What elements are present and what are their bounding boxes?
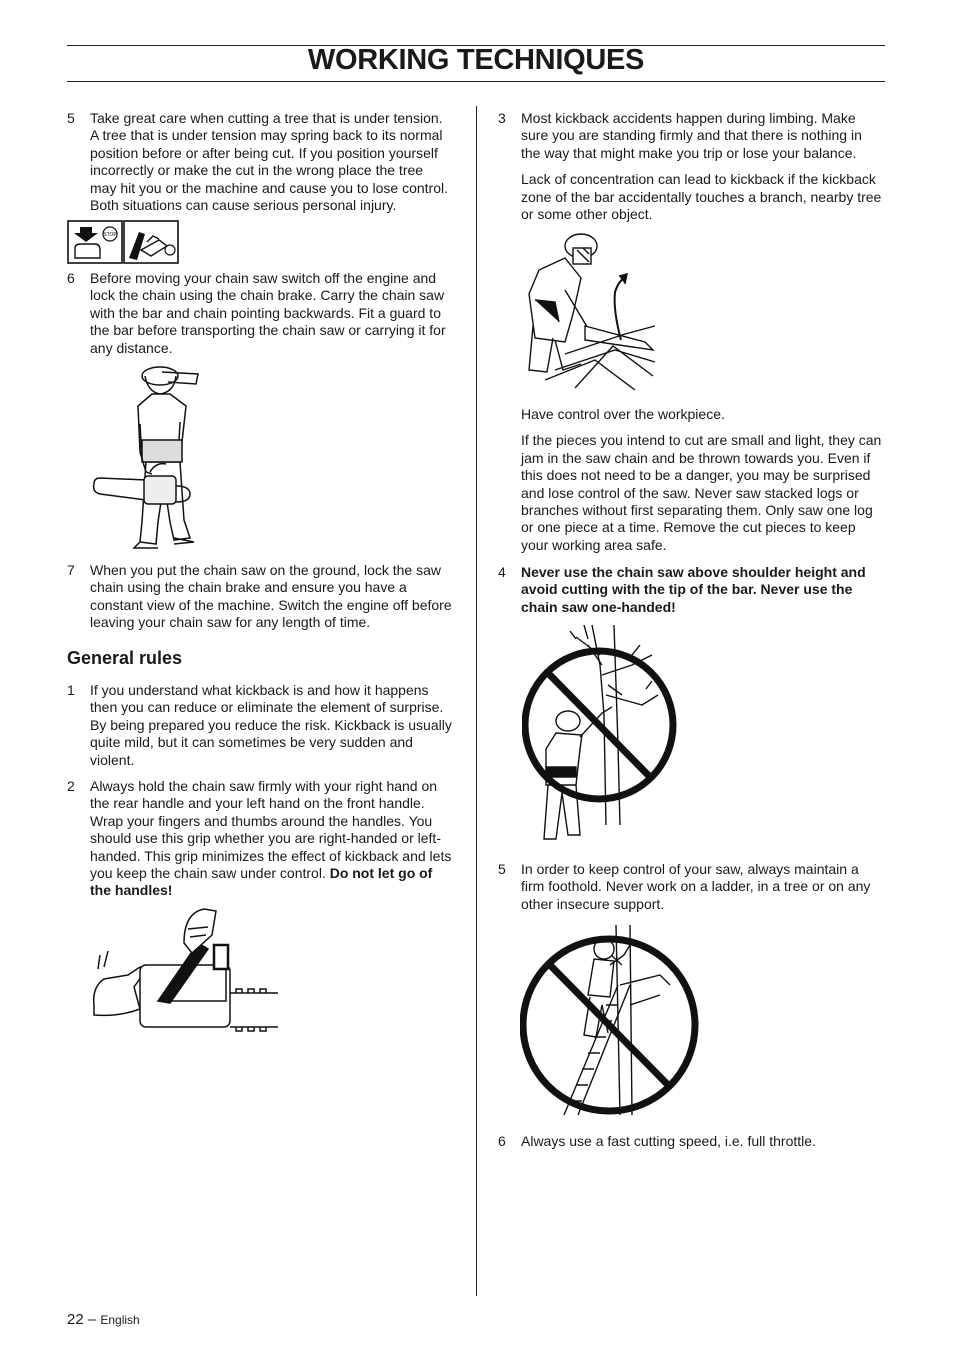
item-number: 1 <box>67 682 75 698</box>
item-text: When you put the chain saw on the ground, lock the saw chain using the chain brake and ensure you have a constant view of the machine. Switch the engine off before leaving your chain saw for any length of time. <box>90 562 452 631</box>
item-text: Always hold the chain saw firmly with your right hand on the rear handle and your left hand on the front handle. Wrap your fingers and thumbs around the handles. You should use this grip whether you are right-handed or left-handed. This grip minimizes the effect of kickback and lets you keep the chain saw under control. <box>90 778 452 882</box>
page-footer <box>67 1311 140 1328</box>
item-text: Before moving your chain saw switch off the engine and lock the chain using the chain brake. Carry the chain saw with the bar and chain pointing backwards. Fit a guard to the bar before transporting the chain saw or carrying it for any distance. <box>90 270 446 356</box>
item-number: 6 <box>498 1133 506 1149</box>
item-text: Always use a fast cutting speed, i.e. full throttle. <box>521 1133 816 1149</box>
item-text: If the pieces you intend to cut are small and light, they can jam in the saw chain and be thrown towards you. Even if this does not need to be a danger, you may be surprised and lose control of the saw. Never saw stacked logs or branches without first separating them. Only saw one log or one piece at a time. Remove the cut pieces to keep your working area safe. <box>521 432 882 553</box>
item-text-bold: Never use the chain saw above shoulder height and avoid cutting with the tip of the bar. Never use the chain saw one-handed! <box>521 564 866 615</box>
illustration-no-above-shoulder <box>522 625 677 850</box>
item-number: 2 <box>67 778 75 794</box>
item-text: Take great care when cutting a tree that is under tension. A tree that is under tension may spring back to its normal position before or after being cut. If you position yourself incorrectly or make the cut in the wrong place the tree may hit you or the machine and cause you to lose control. Both situations can cause serious personal injury. <box>90 110 448 214</box>
item-text: Most kickback accidents happen during limbing. Make sure you are standing firmly and that there is nothing in the way that might make you trip or lose your balance. <box>521 110 862 161</box>
item-text: Have control over the workpiece. <box>521 406 725 422</box>
item-number: 5 <box>498 861 506 877</box>
item-number: 6 <box>67 270 75 286</box>
section-heading: General rules <box>67 648 183 668</box>
illustration-no-ladder <box>520 925 705 1125</box>
footer-language: English <box>100 1313 140 1327</box>
item-number: 3 <box>498 110 506 126</box>
stop-sign-label: STOP <box>103 232 117 238</box>
item-text: In order to keep control of your saw, always maintain a firm foothold. Never work on a ladder, in a tree or on any other insecure support. <box>521 861 871 912</box>
item-number: 7 <box>67 562 75 578</box>
page-number: 22 – <box>67 1311 97 1328</box>
illustration-grip <box>88 905 280 1035</box>
column-divider <box>476 106 477 1296</box>
illustration-limbing <box>525 230 660 395</box>
warning-symbols <box>67 220 179 264</box>
header-bottom-rule <box>67 81 885 82</box>
item-number: 4 <box>498 564 506 580</box>
illustration-carrying-saw <box>90 362 210 552</box>
item-text: Lack of concentration can lead to kickback if the kickback zone of the bar accidentally touches a branch, nearby tree or some other object. <box>521 171 882 223</box>
item-emphasis: Do not let go of the handles! <box>90 865 433 899</box>
item-number: 5 <box>67 110 75 126</box>
item-text: If you understand what kickback is and how it happens then you can reduce or eliminate the element of surprise. By being prepared you reduce the risk. Kickback is usually quite mild, but it can sometimes be very sudden and violent. <box>90 682 452 768</box>
page-title: WORKING TECHNIQUES <box>307 44 645 76</box>
